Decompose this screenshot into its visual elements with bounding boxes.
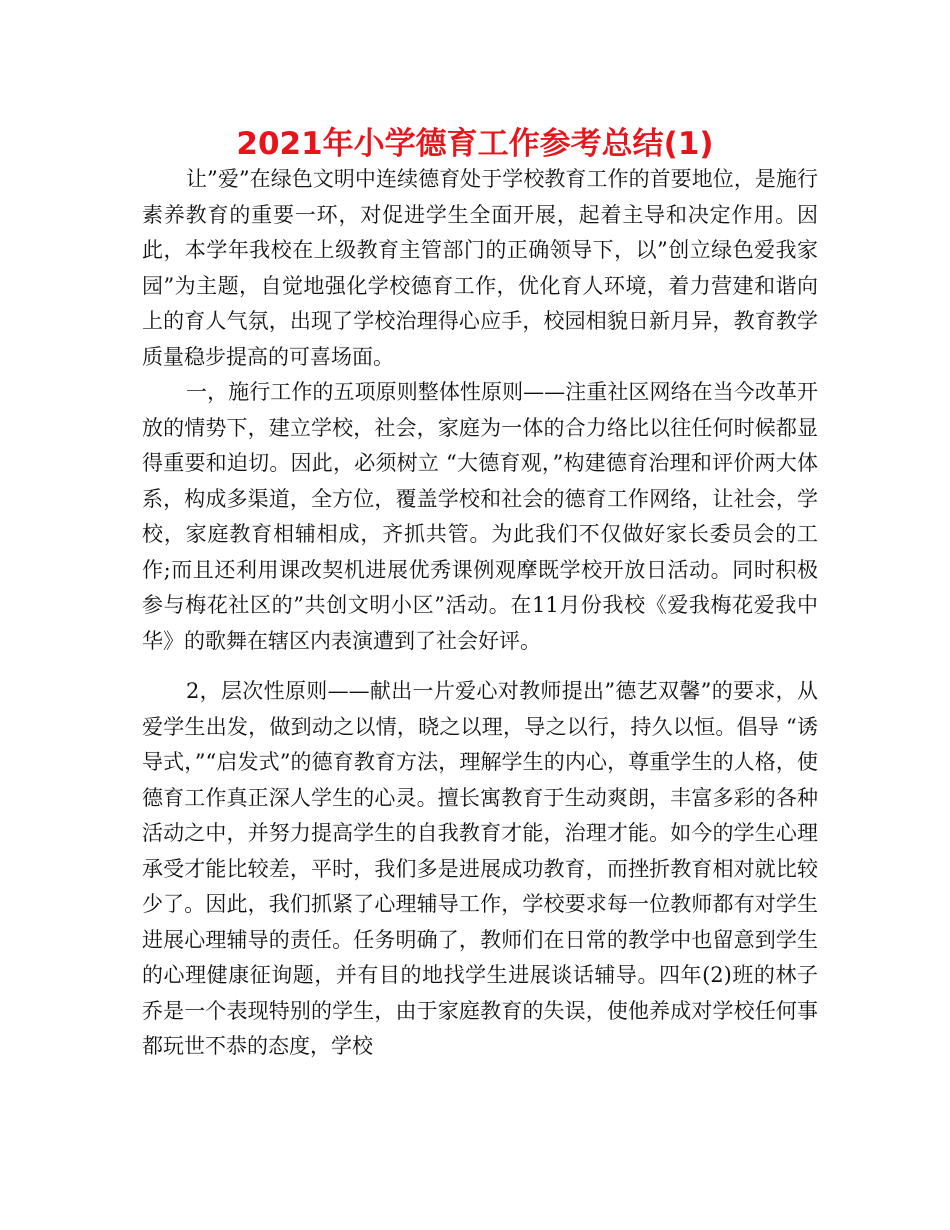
paragraph-intro: 让”爱”在绿色文明中连续德育处于学校教育工作的首要地位，是施行素养教育的重要一环，对促进学生全面开展，起着主导和决定作用。因此，本学年我校在上级教育主管部门的正确领导下，以”创立绿色爱我家园”为主题，自觉地强化学校德育工作，优化育人环境，着力营建和谐向上的育人气氛，出现了学校治理得心应手，校园相貌日新月异，教育教学质量稳步提高的可喜场面。 [142,167,818,369]
paragraph-principle-2: 2，层次性原则——献出一片爱心对教师提出”德艺双馨”的要求，从爱学生出发，做到动之以情，晓之以理，导之以行，持久以恒。倡导 “诱导式，”“启发式”的德育教育方法，理解学生的内心，尊重学生的人格，使德育工作真正深人学生的心灵。擅长寓教育于生动爽朗，丰富多彩的各种活动之中，并努力提高学生的自我教育才能，治理才能。如今的学生心理承受才能比较差，平时，我们多是进展成功教育，而挫折教育相对就比较少了。因此，我们抓紧了心理辅导工作，学校要求每一位教师都有对学生进展心理辅导的责任。任务明确了，教师们在日常的教学中也留意到学生的心理健康征询题，并有目的地找学生进展谈话辅导。四年(2)班的林子乔是一个表现特别的学生，由于家庭教育的失误，使他养成对学校任何事都玩世不恭的态度，学校 [142,679,818,1058]
paragraph-principle-1: 一，施行工作的五项原则整体性原则——注重社区网络在当今改革开放的情势下，建立学校，社会，家庭为一体的合力络比以往任何时候都显得重要和迫切。因此，必须树立 “大德育观，”构建德育治理和评价两大体系，构成多渠道，全方位，覆盖学校和社会的德育工作网络，让社会，学校，家庭教育相辅相成，齐抓共管。为此我们不仅做好家长委员会的工作;而且还利用课改契机进展优秀课例观摩既学校开放日活动。同时积极参与梅花社区的”共创文明小区”活动。在11月份我校《爱我梅花爱我中华》的歌舞在辖区内表演遭到了社会好评。 [142,380,818,653]
document-title: 2021年小学德育工作参考总结(1) [236,126,714,162]
document-body [142,162,818,1065]
